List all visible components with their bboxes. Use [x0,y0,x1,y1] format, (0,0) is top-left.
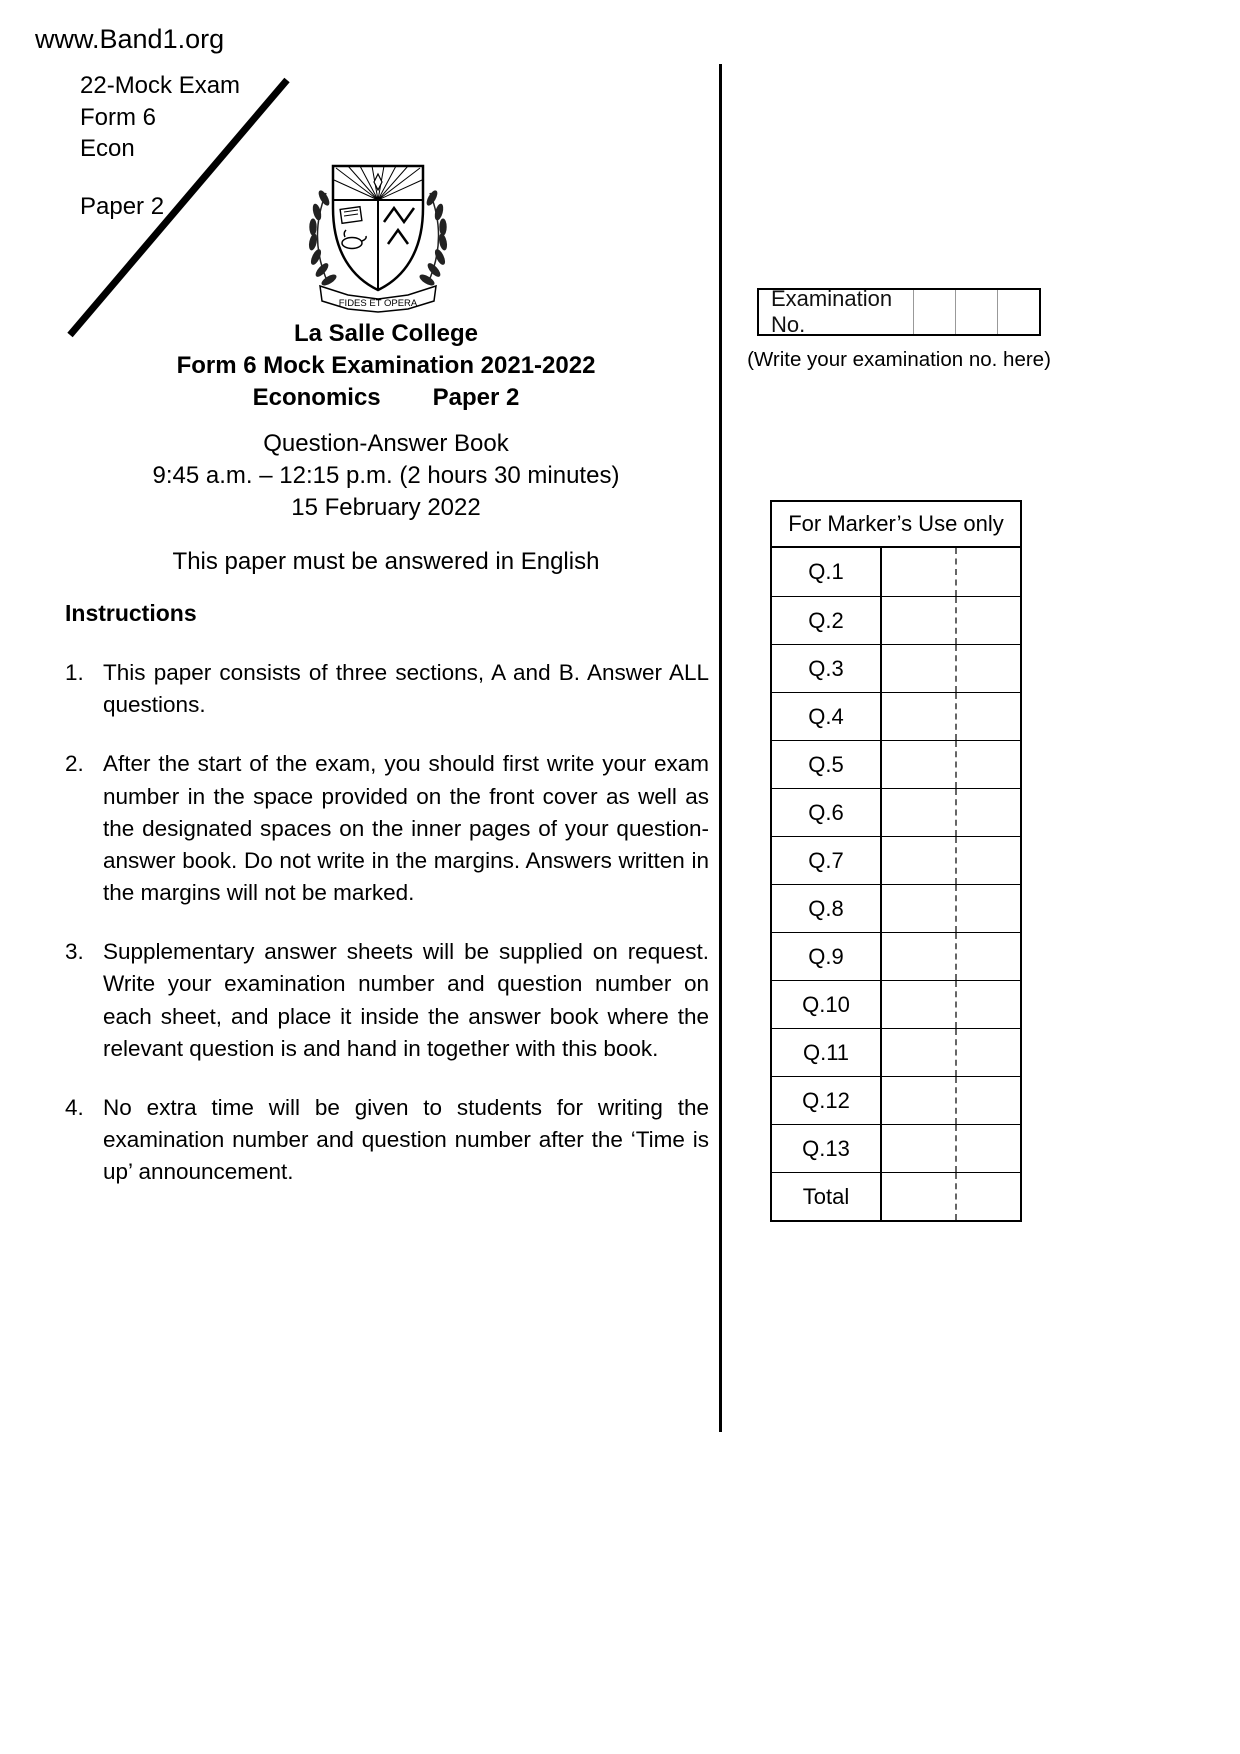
language-note: This paper must be answered in English [172,548,600,575]
instruction-number: 1. [65,660,84,685]
marker-score-cell [882,1077,1020,1124]
marker-row: Q.4 [772,692,1020,740]
marker-row: Q.10 [772,980,1020,1028]
marker-row: Q.7 [772,836,1020,884]
instruction-text: Supplementary answer sheets will be supplied on request. Write your examination number and question number on each sheet, and place it inside the answer book where the relevant question is and hand in together with this book. [103,939,709,1061]
instruction-text: This paper consists of three sections, A and B. Answer ALL questions. [103,660,709,718]
title-block [65,318,707,578]
marker-use-table [770,500,1022,1222]
corner-line-subject: Econ [80,135,135,163]
marker-table-body [772,548,1020,1220]
site-watermark: www.Band1.org [35,24,225,54]
instruction-number: 2. [65,751,84,777]
marker-score-cell [882,885,1020,932]
marker-row-total: Total [772,1172,1020,1220]
examination-no-label: Examination No. [771,286,893,337]
instruction-item [65,936,709,1065]
examination-no-cell [997,290,1039,334]
subject-paper-line [65,382,707,414]
corner-line-exam: 22-Mock Exam [80,72,241,99]
school-name: La Salle College [293,320,479,347]
vertical-divider [719,64,722,1432]
instructions-title: Instructions [65,600,197,626]
corner-line-form: Form 6 [80,103,157,131]
examination-no-box [757,288,1041,336]
marker-score-cell [882,837,1020,884]
instruction-item [65,748,709,909]
marker-row: Q.13 [772,1124,1020,1172]
marker-score-cell [882,1125,1020,1172]
marker-row: Q.11 [772,1028,1020,1076]
instruction-number: 3. [65,939,84,965]
paper-number: Paper 2 [432,384,520,411]
marker-row: Q.9 [772,932,1020,980]
marker-row: Q.8 [772,884,1020,932]
instruction-item [65,1092,709,1189]
instructions-section [65,600,709,1215]
exam-date: 15 February 2022 [291,494,481,521]
examination-no-hint: (Write your examination no. here) [747,348,1051,371]
marker-row: Q.5 [772,740,1020,788]
marker-score-cell [882,597,1020,644]
exam-time: 9:45 a.m. – 12:15 p.m. (2 hours 30 minutes) [152,462,620,489]
marker-row: Q.2 [772,596,1020,644]
instruction-text: After the start of the exam, you should first write your exam number in the space provided on the front cover as well as the designated spaces on the inner pages of your question-answer book. Do not write in the margins. Answers written in the margins will not be marked. [103,751,709,906]
marker-score-cell [882,981,1020,1028]
instruction-item [65,657,709,721]
marker-row: Q.1 [772,548,1020,596]
diagonal-strike-line [55,70,295,345]
school-crest-icon [298,148,458,323]
marker-score-cell [882,548,1020,596]
marker-row: Q.12 [772,1076,1020,1124]
examination-no-cell [955,290,997,334]
exam-title: Form 6 Mock Examination 2021-2022 [176,352,596,379]
subject-name: Economics [252,384,381,411]
marker-score-cell [882,789,1020,836]
marker-score-cell [882,1173,1020,1220]
marker-row: Q.3 [772,644,1020,692]
crest-motto: FIDES ET OPERA [338,298,418,309]
marker-score-cell [882,693,1020,740]
examination-no-cell [913,290,955,334]
marker-score-cell [882,933,1020,980]
marker-row: Q.6 [772,788,1020,836]
book-type: Question-Answer Book [263,430,509,457]
marker-score-cell [882,741,1020,788]
instruction-text: No extra time will be given to students for writing the examination number and question number after the ‘Time is up’ announcement. [103,1094,709,1185]
corner-line-paper: Paper 2 [80,193,165,221]
instruction-number: 4. [65,1094,84,1120]
marker-score-cell [882,645,1020,692]
marker-score-cell [882,1029,1020,1076]
marker-table-title: For Marker’s Use only [772,502,1020,548]
